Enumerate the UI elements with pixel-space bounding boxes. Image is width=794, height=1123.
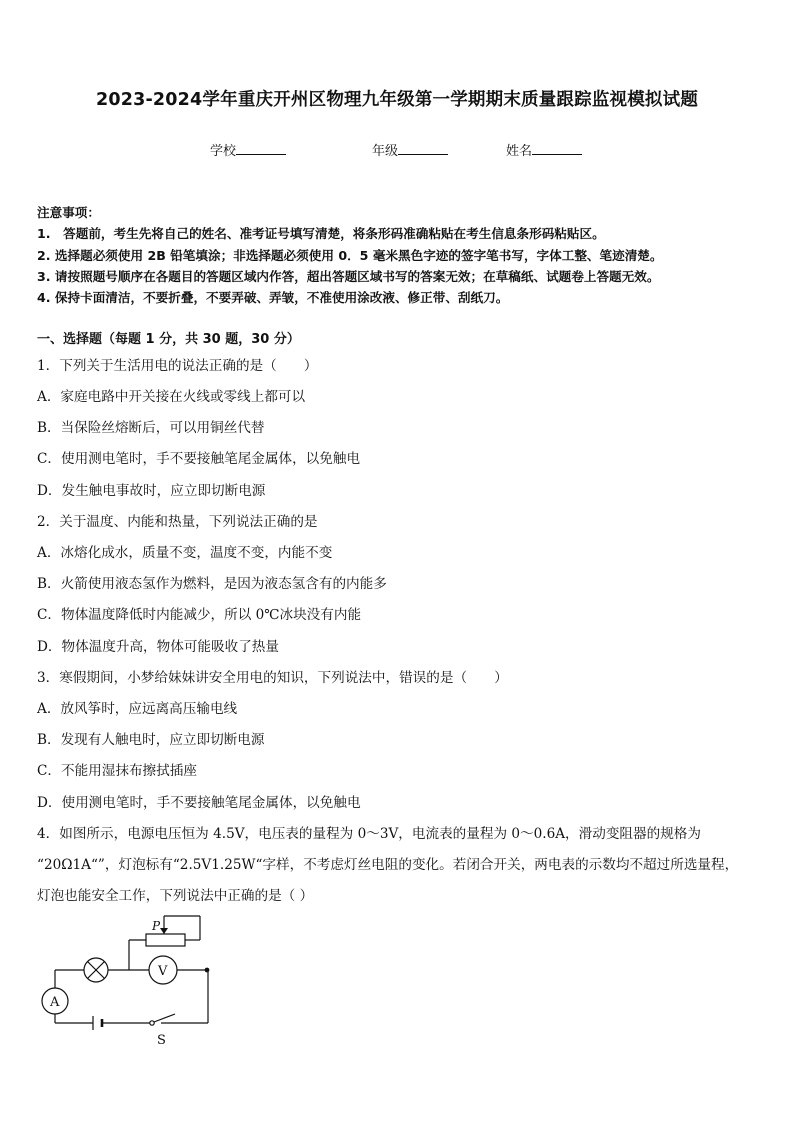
section-heading: 一、选择题（每题 1 分，共 30 题，30 分） bbox=[37, 332, 300, 347]
question-option: C．使用测电笔时，手不要接触笔尾金属体，以免触电 bbox=[37, 451, 361, 467]
question-option: C．物体温度降低时内能减少，所以 0℃冰块没有内能 bbox=[37, 607, 362, 623]
question-stem: 2．关于温度、内能和热量，下列说法正确的是 bbox=[37, 514, 318, 530]
junction-dot bbox=[205, 968, 209, 972]
grade-blank bbox=[398, 142, 448, 155]
switch-label: S bbox=[157, 1033, 166, 1048]
question-option: B．当保险丝熔断后，可以用铜丝代替 bbox=[37, 420, 265, 436]
rheostat-label: P bbox=[152, 919, 161, 933]
question-option: C．不能用湿抹布擦拭插座 bbox=[37, 763, 197, 779]
question-option: B．火箭使用液态氢作为燃料，是因为液态氢含有的内能多 bbox=[37, 576, 387, 592]
switch-blade bbox=[154, 1014, 175, 1022]
question-stem: 3．寒假期间，小梦给妹妹讲安全用电的知识，下列说法中，错误的是（ ） bbox=[37, 670, 508, 686]
question-stem-line: 灯泡也能安全工作，下列说法中正确的是（ ） bbox=[37, 888, 314, 904]
question-option: D．发生触电事故时，应立即切断电源 bbox=[37, 483, 266, 499]
grade-label: 年级 bbox=[372, 144, 399, 159]
switch-contact bbox=[150, 1021, 154, 1025]
name-field bbox=[506, 140, 582, 159]
ammeter-label: A bbox=[50, 995, 60, 1010]
notice-item: 3. 请按照题号顺序在各题目的答题区域内作答，超出答题区域书写的答案无效；在草稿纸、试题卷上答题无效。 bbox=[37, 269, 660, 284]
question-option: D．物体温度升高，物体可能吸收了热量 bbox=[37, 639, 279, 655]
page-title: 2023-2024学年重庆开州区物理九年级第一学期期末质量跟踪监视模拟试题 bbox=[95, 90, 699, 110]
school-blank bbox=[236, 142, 286, 155]
school-label: 学校 bbox=[210, 144, 237, 159]
notice-item: 4. 保持卡面清洁，不要折叠，不要弄破、弄皱，不准使用涂改液、修正带、刮纸刀。 bbox=[37, 290, 509, 305]
school-field bbox=[210, 140, 286, 159]
rheostat-resistor bbox=[146, 934, 185, 946]
question-stem: 1．下列关于生活用电的说法正确的是（ ） bbox=[37, 358, 318, 374]
question-stem-line: 4．如图所示，电源电压恒为 4.5V，电压表的量程为 0～3V，电流表的量程为 0～0.6A，滑动变阻器的规格为 bbox=[37, 826, 701, 842]
question-option: A．家庭电路中开关接在火线或零线上都可以 bbox=[37, 389, 306, 405]
question-option: B．发现有人触电时，应立即切断电源 bbox=[37, 732, 265, 748]
notice-item: 1. 答题前，考生先将自己的姓名、准考证号填写清楚，将条形码准确粘贴在考生信息条形码粘贴区。 bbox=[37, 226, 605, 241]
grade-field bbox=[372, 140, 448, 159]
name-label: 姓名 bbox=[506, 144, 533, 159]
voltmeter-label: V bbox=[158, 964, 168, 979]
notice-heading: 注意事项： bbox=[37, 205, 100, 220]
question-option: A．放风筝时，应远离高压输电线 bbox=[37, 701, 238, 717]
slider-arrow bbox=[160, 928, 168, 934]
question-stem-line: “20Ω1A“”，灯泡标有“2.5V1.25W“字样，不考虑灯丝电阻的变化。若闭合开关，两电表的示数均不超过所选量程， bbox=[37, 857, 739, 873]
circuit-diagram bbox=[30, 910, 260, 1050]
question-option: D．使用测电笔时，手不要接触笔尾金属体，以免触电 bbox=[37, 795, 361, 811]
question-option: A．冰熔化成水，质量不变，温度不变，内能不变 bbox=[37, 545, 333, 561]
name-blank bbox=[532, 142, 582, 155]
notice-item: 2. 选择题必须使用 2B 铅笔填涂；非选择题必须使用 0．5 毫米黑色字迹的签字笔书写，字体工整、笔迹清楚。 bbox=[37, 248, 663, 263]
